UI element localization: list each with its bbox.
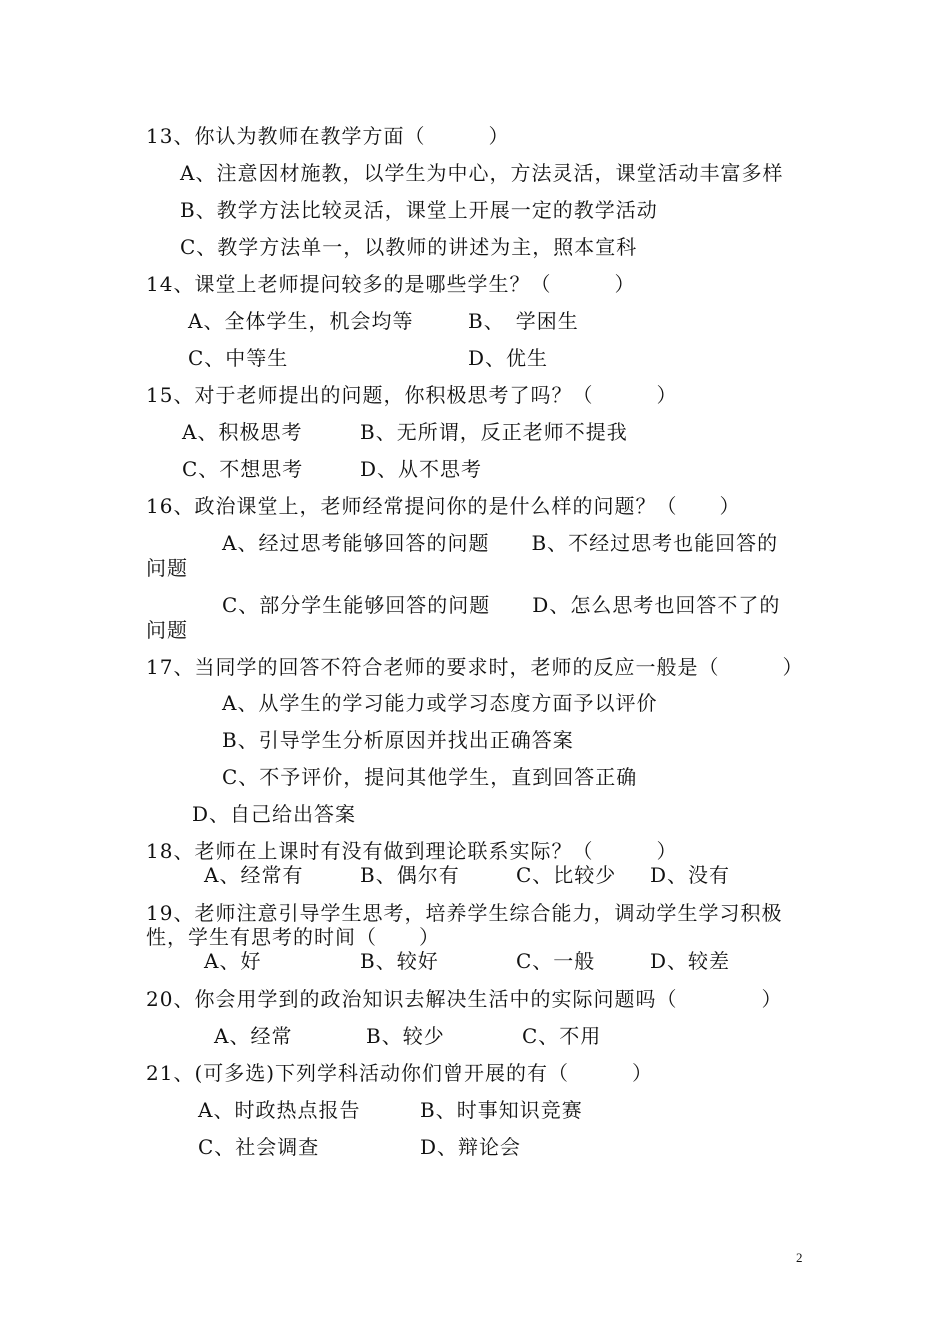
- q14-option-c: C、中等生: [188, 346, 289, 370]
- q17-option-b: B、引导学生分析原因并找出正确答案: [222, 728, 574, 752]
- q21-stem: 21、(可多选)下列学科活动你们曾开展的有（ ）: [146, 1061, 654, 1085]
- q18-option-b: B、偶尔有: [360, 863, 460, 887]
- q21-option-b: B、时事知识竞赛: [420, 1098, 583, 1122]
- q17-stem: 17、当同学的回答不符合老师的要求时，老师的反应一般是（ ）: [146, 655, 804, 679]
- q20-stem: 20、你会用学到的政治知识去解决生活中的实际问题吗（ ）: [146, 987, 783, 1011]
- q20-option-b: B、较少: [366, 1024, 445, 1048]
- q15-option-c: C、不想思考: [182, 457, 304, 481]
- q17-option-a: A、从学生的学习能力或学习态度方面予以评价: [222, 691, 658, 715]
- q17-option-c: C、不予评价，提问其他学生，直到回答正确: [222, 765, 638, 789]
- q18-option-d: D、没有: [650, 863, 731, 887]
- q14-option-b: B、 学困生: [468, 309, 579, 333]
- q15-option-b: B、无所谓，反正老师不提我: [360, 420, 628, 444]
- q16-options-ab: A、经过思考能够回答的问题 B、不经过思考也能回答的: [222, 531, 779, 555]
- q19-stem: 19、老师注意引导学生思考，培养学生综合能力，调动学生学习积极: [146, 901, 783, 925]
- q15-option-a: A、积极思考: [182, 420, 303, 444]
- q15-option-d: D、从不思考: [360, 457, 483, 481]
- q13-option-c: C、教学方法单一，以教师的讲述为主，照本宣科: [180, 235, 638, 259]
- q21-option-d: D、辩论会: [420, 1135, 522, 1159]
- q17-option-d: D、自己给出答案: [192, 802, 357, 826]
- q19-option-c: C、一般: [516, 949, 596, 973]
- q21-option-c: C、社会调查: [198, 1135, 320, 1159]
- q14-stem: 14、课堂上老师提问较多的是哪些学生？（ ）: [146, 272, 636, 296]
- q21-option-a: A、时政热点报告: [198, 1098, 361, 1122]
- q19-stem-continued: 性，学生有思考的时间（ ）: [146, 925, 440, 949]
- q15-stem: 15、对于老师提出的问题，你积极思考了吗？（ ）: [146, 383, 678, 407]
- q19-option-b: B、较好: [360, 949, 439, 973]
- q16-options-cd-continued: 问题: [146, 618, 188, 642]
- q20-option-c: C、不用: [522, 1024, 602, 1048]
- q18-stem: 18、老师在上课时有没有做到理论联系实际？（ ）: [146, 839, 678, 863]
- q14-option-a: A、全体学生，机会均等: [188, 309, 414, 333]
- q18-option-c: C、比较少: [516, 863, 617, 887]
- q13-option-b: B、教学方法比较灵活，课堂上开展一定的教学活动: [180, 198, 658, 222]
- q19-option-d: D、较差: [650, 949, 731, 973]
- q13-option-a: A、注意因材施教，以学生为中心，方法灵活，课堂活动丰富多样: [180, 161, 784, 185]
- q14-option-d: D、优生: [468, 346, 549, 370]
- q18-option-a: A、经常有: [204, 863, 304, 887]
- q20-option-a: A、经常: [214, 1024, 293, 1048]
- q16-options-cd: C、部分学生能够回答的问题 D、怎么思考也回答不了的: [222, 593, 781, 617]
- page-number: 2: [796, 1250, 803, 1265]
- q13-stem: 13、你认为教师在教学方面（ ）: [146, 124, 510, 148]
- q16-stem: 16、政治课堂上，老师经常提问你的是什么样的问题？（ ）: [146, 494, 741, 518]
- q16-options-ab-continued: 问题: [146, 556, 188, 580]
- q19-option-a: A、好: [204, 949, 262, 973]
